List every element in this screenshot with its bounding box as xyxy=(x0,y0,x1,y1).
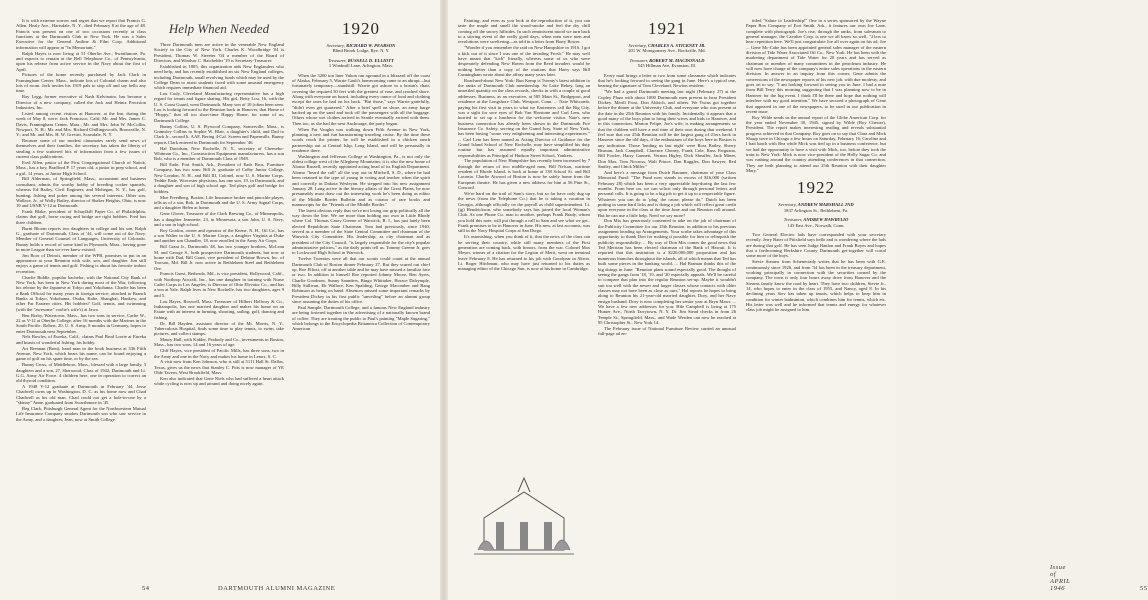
class-1919-paragraph: Ray Legg, former executive of Nash Kelvinator, has become a Director of a new company, called the Jack and Heintz Precision Industries, Inc. xyxy=(16,94,146,110)
help-when-needed-heading: Help When Needed xyxy=(168,21,270,36)
class-1919-paragraph: Listed among recent visitors at Hanover, at the Inn, during the week of May 8, were: Jack Francisco, Calif; Mr. and Mrs. James C. Davis, Framingham Center, Mass.; Mr. and Mrs. John W. McCollin, Newport, N. H.; Mr. and Mrs. Richard Chillingsworth, Bronxville, N. Y.; and Mr. and Mrs. H. W. Grevatt, Scarsdale, N. Y. xyxy=(16,110,146,138)
class-1919-paragraph: Bill Alderman, of Springfield, Mass., accountant and business consultant, admits the worthy hobby of breeding cocker spaniels, whereas Ed Bailey, Civil Engineer, and Mohegan, N. Y., has golf, hunting, fishing and poker among his several interests. Other son, Wallace, Jr., of Wolly Bailey, director of Shaker Heights, Ohio, is now 19 and USNR V-12 at Dartmouth. xyxy=(16,176,146,209)
class-1921-paragraph: And here's a message from Dutch Bauuner, chairman of your Class Memorial Fund: "The Fund now stands in excess of $16,000 (written February 28) which has been a very appreciable hop-during the last few months. From here on, we can solicit only through personal letters and personal calls. It is going to be a big job to get it up to a respectable figure. Whatever you can do to 'plug' the cause, please do." Dutch has been putting in some hard licks and is doing a job which will reflect great credit upon everyone in the class at the time June and our Reunion roll around. But he can use a little help. Need we say more? xyxy=(598,169,736,218)
class-1920-cont-paragraph: "Wonder if you remember the raid on New Hampshire in 1916. I got a kick out of it since I was one of the invading Frosh." He may well have meant that "kick" literally, whereas some of us who were desperately defending New Haven from the Reed invaders would be nothing better than a copy of the orations that Harry says Bill Cunningham wrote about the affray many years later. xyxy=(458,45,590,77)
col2-paragraph: Cliff Hayes, vice president of Pacific Mills, has three sons, two in the Army and one in the Navy and makes his home in Lenox, S. C. xyxy=(154,348,284,359)
treasurer-role-1922: Treasurer, ANDREW HAWRYLIO xyxy=(783,217,849,223)
page-gutter xyxy=(440,0,448,600)
class-1921-cont-paragraph: titled "Salute to Leadership!" One in a series sponsored by the Wayne Paper Box Company of Fort Smith, Ark., it features our own Joe Lane, complete with photograph. Joe's rise, through the ranks, from salesman to general manager, the Cavalier Corp. is one we all know so well, "21ers to hear repetition here. We'll just congratulate Joe all over again on his ad, Joe ... Gene Mc-Cabe has been appointed general sales manager of the eastern division of Tide Water Associated Oil Co., New York. He has been with the marketing department of Tide Water for 20 years and has served as chairman or member of many committees in the petroleum industry. He will now have charge of the company's entire sales operations in the eastern division. In answer to an inquiry from this corner, Gene admits the conversions of the newspaper reports of his new job, with due modesty, and goes on to say: "I am looking forward to seeing you in June. I had a note from Bill Terry this morning suggesting that I was planning now to be in Hanover for the big event. I think I'll be there and hope that nothing will interfere with my good intention." We have secured a photograph of Gene that appeared in one of the newspapers, to be used in our publication in recent issue. xyxy=(746,18,886,114)
treasurer-address-1921: 545 Hillman Ave, Evanston, Ill. xyxy=(637,63,697,69)
class-1920-paragraph: When the 3200 ton liner Yukon ran aground in a blizzard off the coast of Alaska, February 5, Warrie Gault's homecoming came to an abrupt—but fortunately temporary—standstill. Warrie got ashore in a bosun's chair, covering the required 50 feet with the greatest of ease, and reached shore. Along with everyone on board, including every ounce of food and clothing except the ones he had on his back. "But those," says Warrie gratefully, "didn't even get quartered." After a brief spell on shore, an army barge backed up on the sand and took off the passengers with all the baggage. Others whose wet clothes arrived in Seattle eventually arrived with them. Then too, as she had the next Anchorage, the party began. xyxy=(292,72,430,126)
class-1920-paragraph: Twelve Twenties were all that our scouts could count at the annual Dartmouth Club of Boston dinner February 27. But they scared out chief op, Roe Elliott, off at another table and he may have missed a familiar face or two. In addition to himself Roe reported Johnny Moore, Ben Ayers, Charlie Goodnow, Sunny Saunders, Bingo Whittaker, Horace Dalrymple, Billy Sullivan, Eb Wallace, Ken Spalding, George Macomber and Bang Robinson as being on hand. Absences missed some important remarks by President Dickey in his first public "unveiling" before an alumni group since assuming the duties of his office. xyxy=(292,256,430,305)
class-1919-paragraph: Fred Allen, pastor of the First Congregational Church of Natick, Mass., has a boy, Bradford P. 17 years old, a junior in prep school, and a girl, 14 years, at Junior High School. xyxy=(16,159,146,176)
secretary-role: Secretary, RICHARD W. PEARSON xyxy=(326,43,396,48)
col2-paragraph: Lou Cody, Cleveland Manufacturing representative has a high regard for tennis and figure skating. His girl, Betty Lou, 16, with the U. S. Coast Guard, went Dartmouth. Many son of 10 (often been seen. Lou is looking forward to the Reunion back in Hanover, that Home of "Hoppy," that all too short-time Happy Home, for some of us, Dartmouth College. xyxy=(154,91,284,123)
col2-paragraph: Roy Gordon, owner and operator of the Keene, N. H., Oil Co., has a son Walter in the U. S. Marine Corps, a daughter Virginia at Duke and another son Chandler, 18, now enrolled in the Army Air Corps. xyxy=(154,227,284,244)
class-1919-paragraph: Ralph Hayes is now living at 51 Oberlin Ave., Swarthmore, Pa. and expects to remain at the Bell Telephone Co., of Pennsylvania, upon his release from active service in the Navy about the first of April. xyxy=(16,50,146,72)
col2-paragraph: Gene Glover, Treasurer of the Clark Brewing Co., of Minneapolis, has a daughter Jeannette, 23, in Minnesota, a son John, U. S. Navy, and a son in high school. xyxy=(154,211,284,227)
building-engraving-image xyxy=(474,470,574,560)
class-1921-paragraph: "We had a grand Dartmouth meeting last night (February 27) at the Copley Plaza with about 1000 Dartmouth men present to hear President Dickey. Merill Frost, Don Aldrich, and others. We Twins got together before the dinner at the University Club, and everyone who was present at the date in the 25th Reunion with his family. Incidentally, it appears that a good many of the boys plan to bring their wives and kids to Hanover, and in this connection, Marion Felipe, Joe's wife, is making arrangements so that the children will have a real time of their own during that weekend. I feel sure that our 25th Reunion will be the largest gang of 21ers back in Hanover since the old days, if the enthusiasm of the boys here in Boston is any indication. Those 'lending us last night' were Ross Bailey, Sherry Bisman, Jack Campbell, Clarence Cheney, Frank Cole, Russ Ferguson, Bill Fowler, Harry Gannett, Vernon Higley, Dick Sheaffer, Jack Miner, Don Max, Tom Nocross, Walt Prince, Dan Ruggles, Don Sawyer, Red Smiley, and Chick Miller." xyxy=(598,89,736,169)
secretary-role-1922: Secretary, ANDREW MARSHALL 2ND xyxy=(778,202,854,208)
secretary-role-1921: Secretary, CHARLES A. STICKNEY JR. xyxy=(628,43,706,48)
treasurer-role-1921: Treasurer, ROBERT M. MACDONALD xyxy=(629,57,705,63)
column-5 xyxy=(598,18,736,574)
issue-label: Issue of APRIL 1946 xyxy=(1050,564,1071,592)
class-1919-paragraph: Burnt Bloom reports two daughters in college and his son, Ralph G., graduate of Dartmouth, Class of '44, will come out of the Navy. Member of General Counsel of Languages, University of Colorado. Bunny holds a record of some kind in Plymouth, Mass., having gone in more League than we ever knew existed. xyxy=(16,225,146,252)
column-6 xyxy=(746,18,886,574)
column-1 xyxy=(16,18,146,574)
column-4 xyxy=(458,18,590,466)
class-1920-cont-paragraph: We're hard on the trail of Sam's story, but so far have only dug up the news (from the Telephone Co.) that he is taking a vacation in Georgia, although officially on the payroll as child superintendent. Lt. (jg) Hendrickson, who somebody says has joined the local Woman's Club. As one Phone Co. man to another, perhaps Frank Brady, whom you hold this note, will put through a call to Sam and see what we get.. Frank promises to be in Hanover in June. His new, at last accounts, was still in the Navy Hospital Corps at San Diego. xyxy=(458,191,590,234)
col2-paragraph: Established in 1805, this organization aids New Englanders who need help, and has recently established an six New England colleges, including Dartmouth, small revolving funds which may be used by the College Dean to assist students faced with some unusual emergency which requires immediate financial aid. xyxy=(154,63,284,91)
class-1919-paragraph: Charlie Biddle, popular bachelor, with the National City Bank of New York, has been in New York during most of the War, following his release by the Japanese at Tokyo and Yokohama. Charlie has been a Bank Official for many years in foreign service, attached to Branch Banks at Tokyo, Yokohama, Osaka, Kobe, Shanghai, Hankow, and other Far Eastern cities. His hobbies? Golf, tennis, and swimming (with the "awesome" coolie's wife's) at Jawa. xyxy=(16,274,146,312)
class-1922-paragraph: Two General Electric lads have corresponded with your secretary recently. Jerry Baier of Pittsfield says hello and is wondering where the lads are during that golf. He has seen Judge Hanlon and Frank Boyes and hopes that a forthcoming Berkshire County Dartmouth get-together will corral some more of the boys. xyxy=(746,232,886,259)
class-1921-cont-paragraph: Roy Wilde sends us the annual report of the Globe American Corp. for the year ended November 30, 1945, signed by Wilde (Roy Chester), President. The report makes interesting reading and reveals substantial progress achieved in that Company. Roy goes on to say that Clara and Mick Shoup were in Chicago a few hours on Saturday, February 16, Caroline and I had lunch with Bea while Mick was tied up in a business conference, but we had the opportunity to have a visit with Mick, too, before they took the train to New York. Mick is now vice-president of the Holly Sugar Co. and was rushing around the country attending conferences in that connection. They are both planning to attend our 25th Reunion with their daughter Mary." xyxy=(746,114,886,174)
col2-paragraph: Three Dartmouth men are active in the venerable New England Society in the City of New York. Charles K. Woodbridge '04 is President, Thomas W. Streeter '04 a member of the Board of Directors, and Windsor C. Batchelder '19 is Secretary-Treasurer. xyxy=(154,42,284,64)
col2-paragraph: Bill Grant Jr., Dartmouth '48, has two younger brothers, McLean M. and George S., both prospective Dartmouth students, but now at home with Dad, Bill Grant, vice president of Delaine Brown, Inc. of Towson, Md. Bill Jr. now active in Bethlehem Steel and Bethlehem Ore. xyxy=(154,244,284,271)
treasurer-name-1922: ANDREW HAWRYLIO xyxy=(803,217,849,223)
class-1919-paragraph: Pictures of the home recently purchased by Jack Clark in Framingham Center, Mass., indicate lots of Colonial charm and also lots of room. Jack invites his 1919 pals to stop off and say hello any time. xyxy=(16,72,146,94)
right-page xyxy=(448,0,1148,600)
col2-paragraph: Bill Eade, Fort Smith, Ark., President of Eads Bros. Furniture Company, has two sons: Bill Jr. graduate of Colby Junior College, New London, N. H., and Bill III, Colonel, now U. S. Marine Corps. Teddie Eade, Worcester physician, has one son, 19, in Dartmouth, and a daughter and son of high school age. Ted plays golf and bridge for hobbies. xyxy=(154,162,284,194)
class-1919-paragraph: Because some of our modest classmates rarely send news of themselves and their families, the secretary has taken the liberty of stealing a few scattered bits of information from a few issues of current class publications. xyxy=(16,138,146,160)
treasurer-name-1921: ROBERT M. MACDONALD xyxy=(649,57,705,63)
class-1919-paragraph: It is with extreme sorrow and regret that we report that Francis G. Allen, Healy Ave., Hartsdale, N. Y., died February 8 at the age of 48. Francis was present on one of two occasions recently at class functions at the Dartmouth Club in New York. He was a Sales Executive for the General Aniline & Film Corp. Additional information will appear in "In Memoriam." xyxy=(16,18,146,50)
left-page xyxy=(0,0,440,600)
class-1920-paragraph: Washington and Jefferson College at Washington, Pa., is not only the oldest college west of the Allegheny Mountains; it is also the new home of Alonso Russell, recently appointed acting head of its English Department. Alonso "heard the call" all the way out in Mitchell, S. D., where he had been retained in the type of young in voting and teacher when the spirit and correctly in Dakota Wesleyan. He stepped into his new assignment January 28. Long active in the literary affairs of the Great Plains, he now presumably must draw out the interesting work he's been doing as editor of the Middle Border Bulletin and as curator of rare books and manuscripts for the "Friends of the Middle Border." xyxy=(292,153,430,207)
class-1921-paragraph: Don Mix has generously consented to take on the job of chairman of the Publicity Committee for our 25th Reunion, in addition to his previous assignment heading up Arrangements. Your scribe takes advantage of this opportunity to thank Don for making it possible for him to relinquish the publicity responsibility. ... By way of Don Mix comes the good news that Ted Merriam has been elected chairman of the Bank of Hawaii. It is reported that this institution is a $220,000,000 proposition and has numerous branches throughout the islands, all of which means that Ted has built some pieces in the banking world. ... Hal Braman thinks this of the big doings in June: "Reunion plans sound especially good. The thought of seeing the gangs from '18, '19, and '20 especially appeals. We'll be careful to compare that plan into the regular Reunion set-up. Maybe it wouldn't suit too well with the newer and larger classes whose contacts with older classes may not have been as close as ours." Hal reports he hopes to bring along to Reunion his 21-year-old married daughter, Dory, and her Navy ensign husband. Dory is now completing her senior year at Bryn Mawr. ... We have a few new addresses for you: Hile Campbell is living at 175 Hunter Ave., North Tarrytown, N. Y. Dr. Jim Stead checks in from 26 Temple St., Springfield, Mass., and Wade Werden can now be reached at 95 Christopher St., New York 14. xyxy=(598,218,736,325)
class-1919-paragraph: Nels Bowles, of Eureka, Calif., claims Paul Brod Lorrie at Eureka and boasts of wonderful fishing, his hobby. xyxy=(16,334,146,345)
treasurer-address-1922: 143 East Ave., Norwalk, Conn. xyxy=(787,222,845,228)
col2-paragraph: Maury Hall, with Kidder, Peabody and Co., investments in Boston, Mass., has two sons, 14 and 16 years of age. xyxy=(154,337,284,348)
col2-paragraph: Hal Davidson, New Rochelle, N. Y., secretary of Cheesebo-Whitman Co., Inc., Construction Equipment manufacturers, has a son Bob, who is a member of Dartmouth Class of 1949. xyxy=(154,145,284,162)
class-1920-paragraph: Paul Sample, Dartmouth College, and a famous New England industry are being fostered together in the advertising of a nationally known brand of coffee. They are treating the public to Paul's painting "Maple Sugaring," which belongs to the Encyclopedia Britannica Collection of Contemporary American xyxy=(292,304,430,332)
page-number-right: 55 xyxy=(1140,585,1148,592)
class-1919-paragraph: A 1948 V-12 graduate at Dartmouth in February '44, Jesse Chadwell owns up to Washington, D. C. as his home now and Chad Chadwell as his old man. Chad could not get a hole-in-one by a "skinny" Anne, graduated from Swarthmore in '45. xyxy=(16,384,146,406)
col2-paragraph: Moe Freedberg, Boston, Life Insurance broker and pinochle player, tells us of a son, Bob, in Dartmouth and the U. S. Army Signal Corps, and a daughter Helen at home. xyxy=(154,194,284,211)
class-1919-paragraph: Ben Bixby, Watertown, Mass., has two sons in service, Carlie W., 22 as V-12 at Oberlin College, after 16 months with the Marines in the South Pacific. Robert, 20, U. S. Army, 8 months in Germany, hopes to enter Dartmouth next September. xyxy=(16,312,146,334)
col2-paragraph: Ken also indicated that Gene Niels who had suffered a heart attack while cycling is now up and around and doing nicely again. xyxy=(154,375,284,387)
class-1922-paragraph: Stevie Stearns from Schenectady writes that he has been with G.E. continuously since 1926, and from '34 has been in the treasury department, working principally in connection with the securities owned by the company. The town is only four hours away drive from Hanover and the Stearns family know the road by heart. They have two children, Stevie Jr., 14, who hopes to enter in the class of 1955, and Nancy, aged 8. In his declining years Stev has taken up tennis, which helps to keep him in condition for winter badminton, which combines him for tennis, which etc. His letter was well and he informed that tennis and energy for whatever class job might be assigned to him. xyxy=(746,259,886,313)
class-1920-cont-paragraph: Painting; and even as you look at the reproduction of it, you can taste the maple and smell the wood-smoke and feel the dry chill coming off the snowy hillsides. In such reminiscent mood we turn back to a stirring event of the really good days, when men were men and revolutions were sweltering—as told in a letter from Harry Bower. xyxy=(458,18,590,45)
class-1919-paragraph: Art Brennan (Bren), head man in the book business at 336 Fifth Avenue, New York, which bears his name, can be found enjoying a game of golf on his spare time, or by the sea. xyxy=(16,345,146,362)
class-1920-cont-paragraph: The population of New Hampshire has recently been increased by 7 through the return of two middle-aged men, Bill Nelson, wartime resident of Rhode Island, is back at home at 138 School St. and Bill Laconia. Charlie Atwood of Boston is now be safely home from the European theatre. He has given a new address for him at 56 Pine St., Concord. xyxy=(458,158,590,191)
secretary-name: RICHARD W. PEARSON xyxy=(346,43,396,48)
class-1919-paragraph: Bunny Cross, of Middleboro, Mass., blessed with a large family, 3 daughters and a son, 27, Sherwood, Class of 1942, Dartmouth and Lt. G.G. Army Air Force. 4 children here, one in operation to correct an old thyroid condition. xyxy=(16,362,146,384)
treasurer-name: RUSSELL D. ELLIOTT xyxy=(347,57,394,63)
col2-paragraph: Francis Guest, Bethesda, Md., is vice president, Hollywood, Calif., with Northrop Aircraft, Inc., has one daughter in training with Nurse Cadet Corps in Los Angeles, is Director of Ohio Elevator Co., and has a son at Yale. Ralph lives in New Rochelle, has two daughters, ages 9 and 5. xyxy=(154,271,284,298)
class-1920-cont-paragraph: Road-and-about New York: Bun Kemp is Twenty's latest addition to the ranks of Dartmouth Club membership. So Luke Bekey, long an unsettled quantity on the class records, checks in with a couple of good addresses. Business, as an executive, at 585 Main St., Bridgeport, and residence at the Longshore Club, Westport, Conn. ... Nate Whitcomb, paying his first visit in years to what we Easterners call the Big City, was a sight for sore eyes of Bob Van Horstone and Carl Lem, who hurried to set up a luncheon for the welcome visitor. Nate's new business connection has already been shown in the Dartmouth Fire Insurance Co. Safety, serving on the Grand Jury, State of New York, has been having "some very enlightening and interesting experiences." ... Carl Lem has been named as Acting Director of Guidance for the Grand Island School of New Rochelle, may have simplified his duty routine but has assumed equally important administrative responsibilities as Principal of Hudson Street School, Yonkers. xyxy=(458,77,590,158)
class-year-1922: 1922 xyxy=(797,178,835,198)
secretary-address-1921: 201 W. Montgomery Ave., Rockville, Md. xyxy=(628,48,706,54)
magazine-title-footer: DARTMOUTH ALUMNI MAGAZINE xyxy=(218,585,336,592)
class-1920-paragraph: The latest obvious reply that we're not losing our grip politically all the way down the line. We are more than holding our own in Little Rhody where Col. Thomas Casey Greene of Warwick, R. I., has just lately been elected Republican State Chairman. Tom had previously, since 1940, served as a member of the State Central Committee and chairman of the Warwick City Committee. His leadership, as city chairman and as president of the City Council, "is largely responsible for the city's popular administrative policies," as the daily prints tell us. Tommy Greene Jr. goes to Lockwood High School in Warwick. xyxy=(292,207,430,256)
class-1919-paragraph: Reg Clark, Pittsburgh General Agent for the Northwestern Mutual Life Insurance Company smokes Dartmouth son who saw service in the Army, and a daughter, Jean, now at Smith College. xyxy=(16,405,146,422)
secretary-name-1921: CHARLES A. STICKNEY JR. xyxy=(648,43,706,48)
col2-paragraph: Dr. Bill Hayden, assistant director of the Mt. Morris, N. Y., Tuberculosis Hospital, finds some time to play tennis, to swim, take pictures, and collect stamps. xyxy=(154,320,284,337)
column-3 xyxy=(292,18,430,574)
col2-paragraph: Lou Hayes, Roxwell, Mass. Treasurer of Hilbert Hollway & Co., Indianapolis, has one married daughter and makes his home on an Estate with an interest in farming, shooting, sailing, golf, dancing and fishing. xyxy=(154,298,284,320)
class-1920-paragraph: When Pat Vaughn was walking down Fifth Avenue in New York, planning a new and fun barnstorming-traveling cruise. By the time these words reach the printer, he will be established in a chicken ranch partnership out at Central Islip, Long Island, and will be personally in residence there. xyxy=(292,126,430,153)
secretary-address: Blind Brook Lodge, Rye, N. Y. xyxy=(332,48,390,54)
treasurer-role: Treasurer, RUSSELL D. ELLIOTT xyxy=(328,57,394,63)
class-1919-paragraph: Frank Blake, president of Schuylkill Paper Co. of Philadelphia, claims that golf, horse racing and bridge are right hobbies. Fred has three children. xyxy=(16,209,146,225)
col2-paragraph: A visit now from Ken Johnson, who is still at 5111 Hall St. Dallas, Texas, gives us the news that Stanley C. Fitts is now manager of YE Olde Tavern, West Brookfield, Mass. xyxy=(154,359,284,376)
class-1919-paragraph: Jim Boor of Detroit, member of the WPB, promises to put in an appearance at your Reunion with wife, son, and daughter. Jim still enjoys a game of tennis and golf. Fishing is about his favorite indoor recreation. xyxy=(16,252,146,274)
secretary-address-1922: 1837 Arlington St., Bethlehem, Pa. xyxy=(783,207,849,213)
class-1921-paragraph: Every mail brings a letter or two from some classmate which indicates that he's looking forward to seeing the gang in June. Here's a typical one, bearing the signature of Tom Cleveland, Newton resident: xyxy=(598,72,736,89)
col2-paragraph: Bunny Collins, U. S. Plywood Company, Somerville, Mass., is Gramsley Collins to Sophie W. Blair, a daughter's child, and Dad to Clark Jr., second lt. AAF, Bering 4-Cal. Screen and Papermills. Bunny reports Clark entered in Dartmouth for September '46. xyxy=(154,123,284,145)
secretary-name-1922: ANDREW MARSHALL 2ND xyxy=(797,202,854,208)
class-1920-cont-paragraph: It's astonishing, when you think of it, that the news of the class can be serving their country, while still many members of the First generation are coming back, with honors, from the war. Colonel Max Meyer, winner of a citation for the Legion of Merit, went on terminal leave February 8. He has returned to his job with Goodyear in Akron. Lt. Roger Hitchman, who may have just returned to his duties as managing editor of the Chicago Sun, is now at his home in Cambridge. xyxy=(458,234,590,272)
column-2 xyxy=(154,18,284,574)
class-year-1920: 1920 xyxy=(342,19,380,38)
treasurer-address: 1 Windmill Lane, Arlington, Mass. xyxy=(328,63,394,69)
class-1921-paragraph: The February issue of National Furniture Review carried an unusual full-page ad en- xyxy=(598,325,736,337)
page-number-left: 54 xyxy=(142,585,150,592)
class-year-1921: 1921 xyxy=(648,19,686,38)
